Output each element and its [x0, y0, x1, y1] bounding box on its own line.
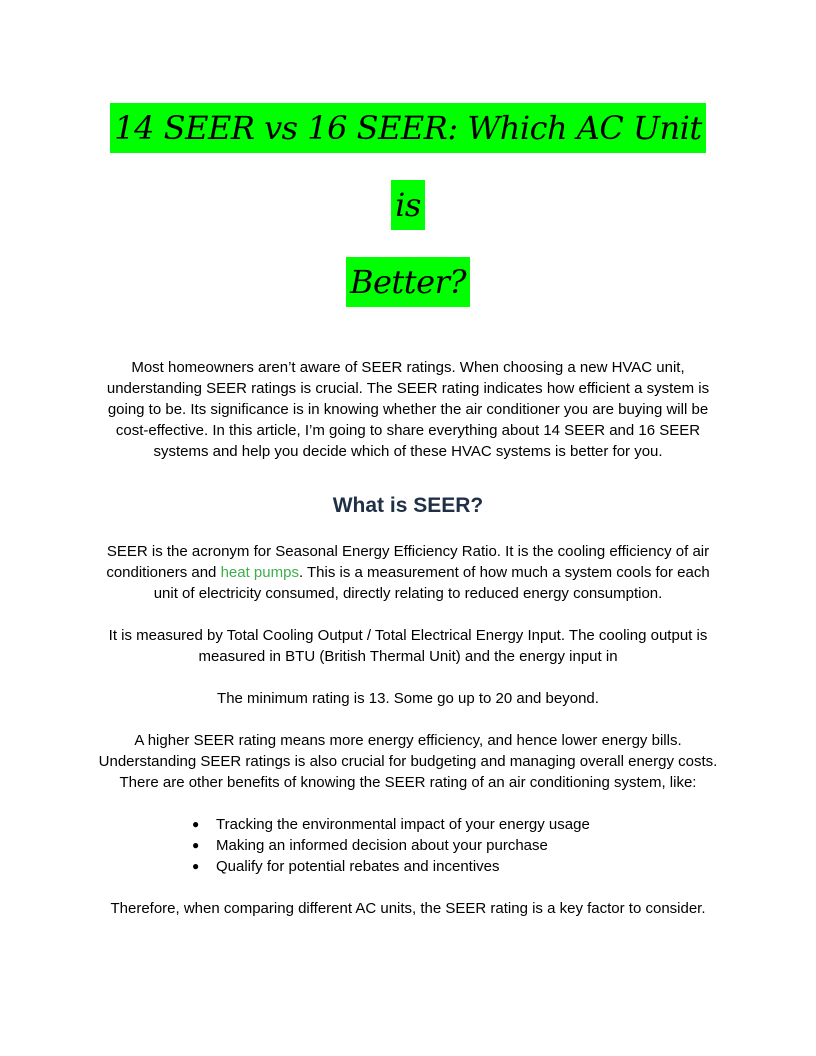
list-item: [192, 814, 720, 835]
definition-text-before-link: SEER is the acronym for Seasonal Energy Efficiency Ratio. It is the cooling efficiency of air conditioners and: [106, 543, 710, 581]
seer-definition-paragraph: [96, 541, 720, 604]
intro-paragraph: Most homeowners aren’t aware of SEER ratings. When choosing a new HVAC unit, understanding SEER ratings is crucial. The SEER rating indicates how efficient a system is going to be. Its significance is in knowing whether the air conditioner you are buying will be cost-effective. In this article, I’m going to share everything about 14 SEER and 16 SEER systems and help you decide which of these HVAC systems is better for you.: [106, 359, 710, 460]
definition-text-after-link: . This is a measurement of how much a system cools for each unit of electricity consumed, directly relating to reduced energy consumption.: [153, 564, 710, 602]
page-title: [96, 93, 720, 324]
bullet-icon: ●: [192, 817, 200, 831]
list-item: [192, 835, 720, 856]
measurement-paragraph: It is measured by Total Cooling Output / Total Electrical Energy Input. The cooling output is measured in BTU (British Thermal Unit) and the energy input in: [108, 627, 708, 665]
list-item-text: Making an informed decision about your purchase: [216, 837, 548, 854]
heat-pumps-link[interactable]: heat pumps: [220, 564, 299, 581]
minimum-rating-paragraph: The minimum rating is 13. Some go up to 20 and beyond.: [217, 690, 599, 707]
bullet-icon: ●: [192, 838, 200, 852]
benefits-list: [96, 814, 720, 877]
title-line-2: Better?: [346, 257, 470, 307]
list-item-text: Tracking the environmental impact of your energy usage: [216, 816, 590, 833]
benefits-paragraph: A higher SEER rating means more energy efficiency, and hence lower energy bills. Understanding SEER ratings is also crucial for budgeting and managing overall energy costs. There are other benefits of knowing the SEER rating of an air conditioning system, like:: [98, 732, 718, 791]
section-heading: What is SEER?: [332, 494, 484, 517]
list-item-text: Qualify for potential rebates and incentives: [216, 858, 500, 875]
list-item: [192, 856, 720, 877]
bullet-icon: ●: [192, 859, 200, 873]
page-content: [96, 0, 720, 919]
title-line-1: 14 SEER vs 16 SEER: Which AC Unit is: [110, 103, 705, 230]
conclusion-paragraph: Therefore, when comparing different AC units, the SEER rating is a key factor to consider.: [110, 900, 706, 917]
